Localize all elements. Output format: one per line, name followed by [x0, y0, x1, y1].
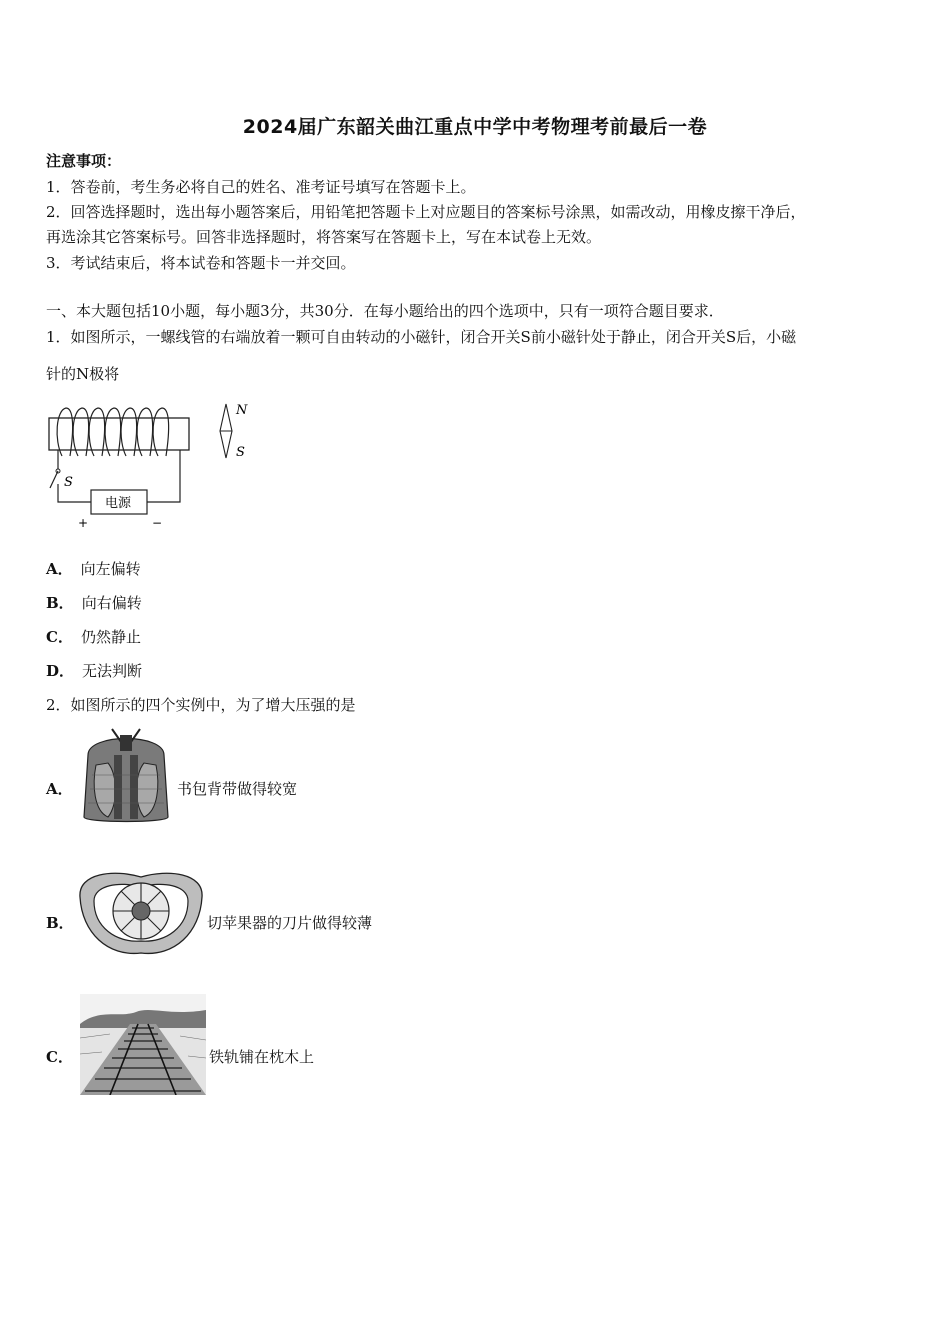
- q1-option-b[interactable]: [46, 593, 142, 613]
- switch-label: S: [64, 475, 73, 490]
- option-text: 向左偏转: [80, 560, 141, 578]
- q2-option-a[interactable]: [46, 725, 446, 830]
- railway-image: [80, 994, 206, 1099]
- q1-stem-line1: 1．如图所示，一螺线管的右端放着一颗可自由转动的小磁针，闭合开关S前小磁针处于静止，闭合开关S后，小磁: [46, 328, 797, 346]
- solenoid-coil: [57, 408, 169, 456]
- compass-needle: [220, 404, 232, 458]
- option-letter: B．: [46, 594, 74, 612]
- backpack-image: [74, 725, 178, 831]
- minus-label: −: [152, 516, 163, 530]
- option-text: 仍然静止: [80, 628, 141, 646]
- solenoid-circuit-figure: [44, 400, 274, 539]
- notice-item-2: 2．回答选择题时，选出每小题答案后，用铅笔把答题卡上对应题目的答案标号涂黑，如需改动，用橡皮擦干净后，: [46, 203, 806, 221]
- q1-option-d[interactable]: [46, 661, 142, 681]
- option-letter: A．: [46, 780, 73, 798]
- q1-option-a[interactable]: [46, 559, 141, 579]
- option-letter: B．: [46, 914, 74, 932]
- option-letter: C．: [46, 1048, 73, 1066]
- plus-label: +: [78, 516, 89, 530]
- needle-south-label: S: [236, 445, 245, 460]
- q2-stem: 2．如图所示的四个实例中，为了增大压强的是: [46, 696, 356, 714]
- option-text: 无法判断: [82, 662, 143, 680]
- option-letter: D．: [46, 662, 75, 680]
- notice-item-3: 3．考试结束后，将本试卷和答题卡一并交回。: [46, 254, 356, 272]
- q2-option-c[interactable]: [46, 994, 446, 1096]
- apple-slicer-image: [74, 863, 208, 965]
- q2-option-b[interactable]: [46, 863, 446, 963]
- option-text: 铁轨铺在枕木上: [209, 1048, 315, 1066]
- option-letter: A．: [46, 560, 73, 578]
- option-text: 切苹果器的刀片做得较薄: [207, 914, 373, 932]
- option-letter: C．: [46, 628, 73, 646]
- option-text: 向右偏转: [81, 594, 142, 612]
- q1-stem-line2: 针的N极将: [46, 365, 120, 383]
- notice-item-2-cont: 再选涂其它答案标号。回答非选择题时，将答案写在答题卡上，写在本试卷上无效。: [46, 228, 602, 246]
- q1-option-c[interactable]: [46, 627, 141, 647]
- power-label: 电源: [105, 496, 132, 511]
- notice-item-1: 1．答卷前，考生务必将自己的姓名、准考证号填写在答题卡上。: [46, 178, 476, 196]
- notice-heading: 注意事项：: [46, 152, 122, 170]
- option-text: 书包背带做得较宽: [177, 780, 298, 798]
- section-heading: 一、本大题包括10小题，每小题3分，共30分．在每小题给出的四个选项中，只有一项符合题目要求．: [46, 302, 724, 320]
- needle-north-label: N: [236, 403, 248, 418]
- switch-lever: [50, 471, 58, 488]
- page-title: 2024届广东韶关曲江重点中学中考物理考前最后一卷: [242, 116, 708, 138]
